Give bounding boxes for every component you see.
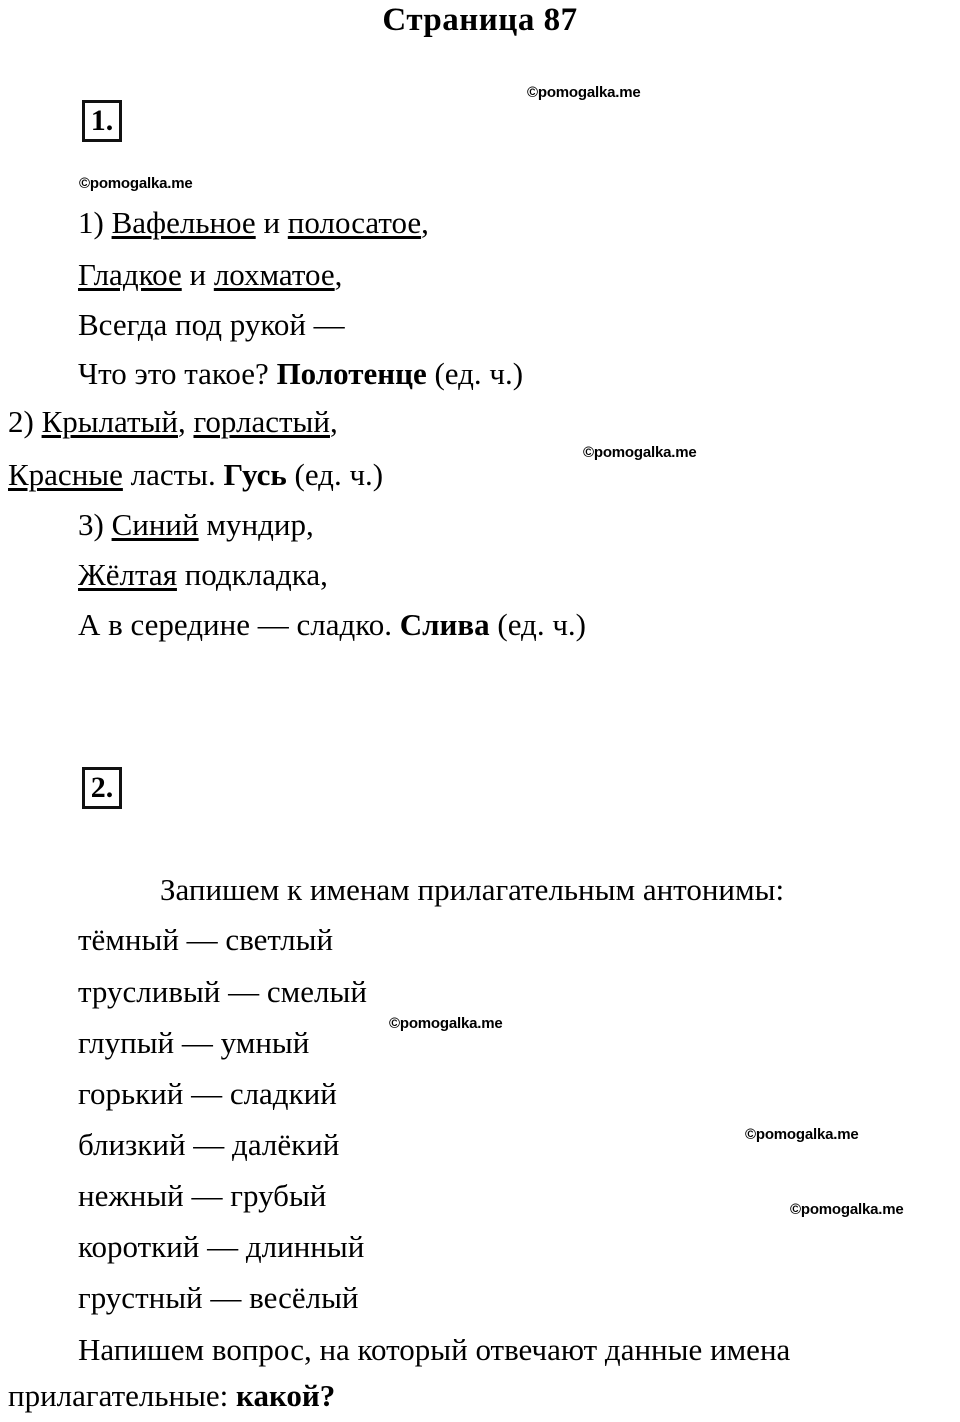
segment-underlined-adjective: Жёлтая xyxy=(78,557,177,592)
segment-plain: мундир, xyxy=(198,507,314,542)
segment-plain: Напишем вопрос, на который отвечают данные имена xyxy=(78,1332,791,1367)
exercise-1-line-6 xyxy=(8,458,383,492)
watermark: ©pomogalka.me xyxy=(79,175,193,192)
segment-plain: 2) xyxy=(8,404,42,439)
antonym-pair-5 xyxy=(78,1128,339,1162)
segment-bold-answer: какой? xyxy=(236,1378,336,1413)
segment-underlined-adjective: горластый xyxy=(193,404,330,439)
segment-plain: и xyxy=(181,257,214,292)
watermark: ©pomogalka.me xyxy=(389,1015,503,1032)
watermark: ©pomogalka.me xyxy=(790,1201,904,1218)
segment-plain: А в середине — сладко. xyxy=(78,607,400,642)
segment-plain: близкий — далёкий xyxy=(78,1127,340,1162)
exercise-1-line-2 xyxy=(78,258,342,292)
segment-plain: горький — сладкий xyxy=(78,1076,337,1111)
antonym-pair-3 xyxy=(78,1026,309,1060)
segment-plain: ласты. xyxy=(122,457,224,492)
page-title: Страница 87 xyxy=(382,2,578,38)
exercise-1-line-5 xyxy=(8,405,338,439)
watermark: ©pomogalka.me xyxy=(583,444,697,461)
exercise-1-line-1 xyxy=(78,206,429,240)
segment-bold-answer: Слива xyxy=(399,607,490,642)
segment-plain: , xyxy=(329,404,338,439)
exercise-1-line-7 xyxy=(78,508,314,542)
segment-plain: трусливый — смелый xyxy=(78,974,367,1009)
segment-bold-answer: Полотенце xyxy=(276,356,427,391)
antonym-pair-8 xyxy=(78,1281,359,1315)
segment-underlined-adjective: Красные xyxy=(8,457,123,492)
segment-plain: , xyxy=(421,205,429,240)
segment-plain: нежный — грубый xyxy=(78,1178,327,1213)
exercise-2-closing-line-1 xyxy=(78,1333,790,1367)
segment-underlined-adjective: Синий xyxy=(111,507,199,542)
antonym-pair-2 xyxy=(78,975,367,1009)
segment-plain: и xyxy=(255,205,288,240)
segment-plain: тёмный — светлый xyxy=(78,922,334,957)
antonym-pair-6 xyxy=(78,1179,326,1213)
antonym-pair-4 xyxy=(78,1077,337,1111)
segment-plain: 1) xyxy=(78,205,112,240)
segment-bold-answer: Гусь xyxy=(223,457,287,492)
exercise-number-badge-2: 2. xyxy=(82,767,122,809)
segment-underlined-adjective: Гладкое xyxy=(78,257,182,292)
segment-plain: грустный — весёлый xyxy=(78,1280,359,1315)
exercise-1-line-8 xyxy=(78,558,328,592)
segment-plain: (ед. ч.) xyxy=(286,457,384,492)
segment-underlined-adjective: Крылатый xyxy=(41,404,178,439)
exercise-1-line-9 xyxy=(78,608,586,642)
segment-plain: Всегда под рукой — xyxy=(78,307,345,342)
segment-underlined-adjective: лохматое xyxy=(213,257,335,292)
segment-underlined-adjective: Вафельное xyxy=(111,205,256,240)
segment-plain: (ед. ч.) xyxy=(489,607,586,642)
segment-plain: Запишем к именам прилагательным антонимы: xyxy=(160,872,785,907)
exercise-2-intro-line xyxy=(160,873,784,907)
segment-plain: глупый — умный xyxy=(78,1025,310,1060)
segment-plain: , xyxy=(334,257,343,292)
segment-plain: прилагательные: xyxy=(8,1378,237,1413)
segment-plain: (ед. ч.) xyxy=(426,356,524,391)
exercise-1-line-3 xyxy=(78,308,345,342)
exercise-2-closing-line-2 xyxy=(8,1379,335,1413)
exercise-number-badge-1: 1. xyxy=(82,100,122,142)
segment-plain: короткий — длинный xyxy=(78,1229,365,1264)
segment-plain: , xyxy=(177,404,194,439)
segment-plain: подкладка, xyxy=(176,557,328,592)
antonym-pair-1 xyxy=(78,923,333,957)
watermark: ©pomogalka.me xyxy=(527,84,641,101)
watermark: ©pomogalka.me xyxy=(745,1126,859,1143)
segment-plain: 3) xyxy=(78,507,112,542)
antonym-pair-7 xyxy=(78,1230,364,1264)
exercise-1-line-4 xyxy=(78,357,523,391)
segment-underlined-adjective: полосатое xyxy=(287,205,422,240)
segment-plain: Что это такое? xyxy=(78,356,277,391)
